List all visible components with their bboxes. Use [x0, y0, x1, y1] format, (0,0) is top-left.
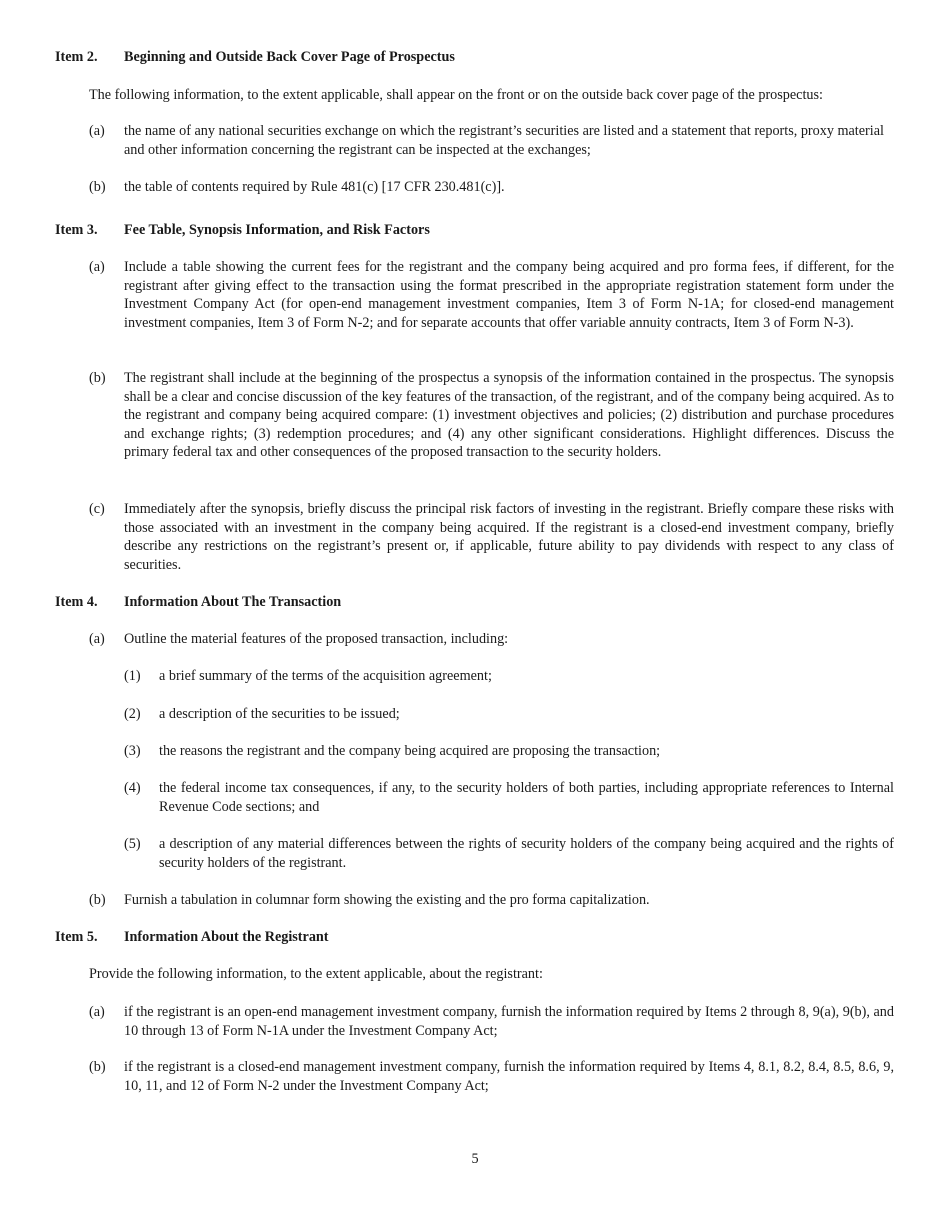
paragraph-label: (a): [89, 123, 105, 139]
item-number: Item 2.: [55, 49, 98, 65]
subparagraph-text: the federal income tax consequences, if any, to the security holders of both parties, including appropriate references to Internal Revenue Code sections; and: [159, 780, 894, 815]
paragraph-label: (a): [89, 631, 105, 647]
item-4-a-1: [124, 667, 894, 686]
paragraph-text: Furnish a tabulation in columnar form showing the existing and the pro forma capitalization.: [124, 892, 650, 908]
item-4-a: [89, 630, 894, 649]
subparagraph-text: a brief summary of the terms of the acquisition agreement;: [159, 668, 492, 684]
paragraph-label: (b): [89, 179, 106, 195]
paragraph-text: Include a table showing the current fees for the registrant and the company being acquired and pro forma fees, if different, for the registrant after giving effect to the transaction using the format prescribed in the appropriate registration statement form under the Investment Company Act (for open-end management investment companies, Item 3 of Form N-1A; for closed-end management investment companies, Item 3 of Form N-2; and for separate accounts that offer variable annuity contracts, Item 3 of Form N-3).: [124, 259, 894, 331]
page-number: 5: [471, 1151, 479, 1167]
paragraph-text: if the registrant is an open-end management investment company, furnish the information required by Items 2 through 8, 9(a), 9(b), and 10 through 13 of Form N-1A under the Investment Company Act;: [124, 1004, 894, 1039]
item-4-a-4: [124, 779, 894, 816]
item-5-intro: Provide the following information, to the extent applicable, about the registrant:: [89, 966, 543, 982]
paragraph-label: (a): [89, 259, 105, 275]
item-4-a-3: [124, 742, 894, 761]
paragraph-text: the name of any national securities exchange on which the registrant’s securities are listed and a statement that reports, proxy material and other information concerning the registrant can be inspected at the exchanges;: [124, 123, 884, 158]
item-5-a: [89, 1003, 894, 1040]
item-number: Item 5.: [55, 929, 98, 945]
item-title: Beginning and Outside Back Cover Page of Prospectus: [124, 49, 455, 65]
item-2-a: [89, 122, 894, 159]
paragraph-text: The registrant shall include at the beginning of the prospectus a synopsis of the information contained in the prospectus. The synopsis shall be a clear and concise discussion of the key features of the transaction, of the registrant, and of the company being acquired. As to the registrant and company being acquired compare: (1) investment objectives and policies; (2) distribution and purchase procedures and exchange rights; (3) redemption procedures; and (4) any other significant considerations. Highlight differences. Discuss the primary federal tax and other consequences of the proposed transaction to the security holders.: [124, 370, 894, 461]
paragraph-label: (a): [89, 1004, 105, 1020]
subparagraph-label: (1): [124, 668, 141, 684]
item-4-a-2: [124, 705, 894, 724]
subparagraph-label: (2): [124, 706, 141, 722]
item-2-intro: The following information, to the extent applicable, shall appear on the front or on the outside back cover page of the prospectus:: [89, 87, 823, 103]
item-5-b: [89, 1058, 894, 1095]
item-3-a: [89, 258, 894, 332]
item-4-a-5: [124, 835, 894, 872]
item-number: Item 3.: [55, 222, 98, 238]
subparagraph-label: (5): [124, 836, 141, 852]
paragraph-text: if the registrant is a closed-end management investment company, furnish the information required by Items 4, 8.1, 8.2, 8.4, 8.5, 8.6, 9, 10, 11, and 12 of Form N-2 under the Investment Company Act;: [124, 1059, 894, 1094]
paragraph-text: the table of contents required by Rule 481(c) [17 CFR 230.481(c)].: [124, 179, 505, 195]
item-number: Item 4.: [55, 594, 98, 610]
item-title: Information About the Registrant: [124, 929, 329, 945]
paragraph-text: Outline the material features of the proposed transaction, including:: [124, 631, 509, 647]
paragraph-label: (c): [89, 501, 105, 517]
subparagraph-label: (3): [124, 743, 141, 759]
paragraph-label: (b): [89, 370, 106, 386]
item-title: Information About The Transaction: [124, 594, 342, 610]
subparagraph-text: a description of any material differences between the rights of security holders of the company being acquired and the rights of security holders of the registrant.: [159, 836, 894, 871]
subparagraph-label: (4): [124, 780, 141, 796]
paragraph-text: Immediately after the synopsis, briefly discuss the principal risk factors of investing in the registrant. Briefly compare these risks with those associated with an investment in the company being acquired. If the registrant is a closed-end investment company, briefly describe any restrictions on the registrant’s present or, if applicable, future ability to pay dividends with respect to any class of securities.: [124, 501, 894, 573]
item-title: Fee Table, Synopsis Information, and Risk Factors: [124, 222, 430, 238]
item-2-b: [89, 178, 894, 197]
item-3-c: [89, 500, 894, 574]
paragraph-label: (b): [89, 892, 106, 908]
subparagraph-text: the reasons the registrant and the company being acquired are proposing the transaction;: [159, 743, 661, 759]
paragraph-label: (b): [89, 1059, 106, 1075]
item-3-b: [89, 369, 894, 462]
subparagraph-text: a description of the securities to be issued;: [159, 706, 400, 722]
item-4-b: [89, 891, 894, 910]
